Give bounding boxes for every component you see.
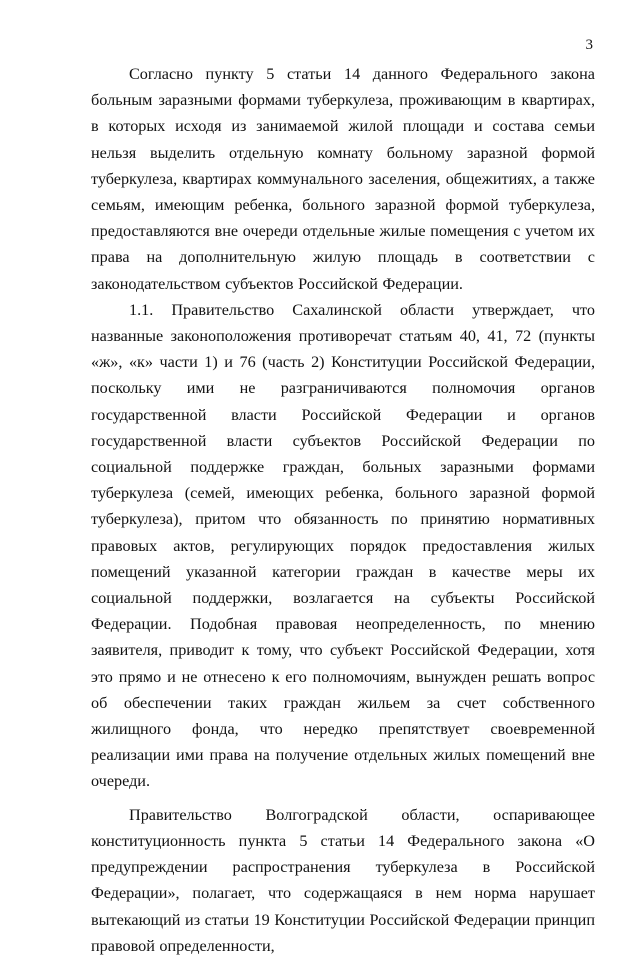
paragraph-1: Согласно пункту 5 статьи 14 данного Федерального закона больным заразными формами туберкулеза, проживающим в квартирах, в которых исходя из занимаемой жилой площади и состава семьи нельзя выделить отдельную комнату больному заразной формой туберкулеза, квартирах коммунального заселения, общежитиях, а также семьям, имеющим ребенка, больного заразной формой туберкулеза, предоставляются вне очереди отдельные жилые помещения с учетом их права на дополнительную жилую площадь в соответствии с законодательством субъектов Российской Федерации. — [91, 65, 595, 293]
paragraph-3: Правительство Волгоградской области, оспаривающее конституционность пункта 5 статьи 14 Федерального закона «О предупреждении распространения туберкулеза в Российской Федерации», полагает, что содержащаяся в нем норма нарушает вытекающий из статьи 19 Конституции Российской Федерации принцип правовой определенности, — [91, 805, 595, 955]
page-number: 3 — [585, 37, 593, 53]
document-body — [91, 61, 595, 959]
paragraph-2: 1.1. Правительство Сахалинской области утверждает, что названные законоположения противоречат статьям 40, 41, 72 (пункты «ж», «к» части 1) и 76 (часть 2) Конституции Российской Федерации, поскольку ими не разграничиваются полномочия органов государственной власти Российской Федерации и органов государственной власти субъектов Российской Федерации по социальной поддержке граждан, больных заразными формами туберкулеза (семей, имеющих ребенка, больного заразной формой туберкулеза), притом что обязанность по принятию нормативных правовых актов, регулирующих порядок предоставления жилых помещений указанной категории граждан в качестве меры их социальной поддержки, возлагается на субъекты Российской Федерации. Подобная правовая неопределенность, по мнению заявителя, приводит к тому, что субъект Российской Федерации, хотя это прямо и не отнесено к его полномочиям, вынужден решать вопрос об обеспечении таких граждан жильем за счет собственного жилищного фонда, что нередко препятствует своевременной реализации ими права на получение отдельных жилых помещений вне очереди. — [91, 300, 595, 791]
